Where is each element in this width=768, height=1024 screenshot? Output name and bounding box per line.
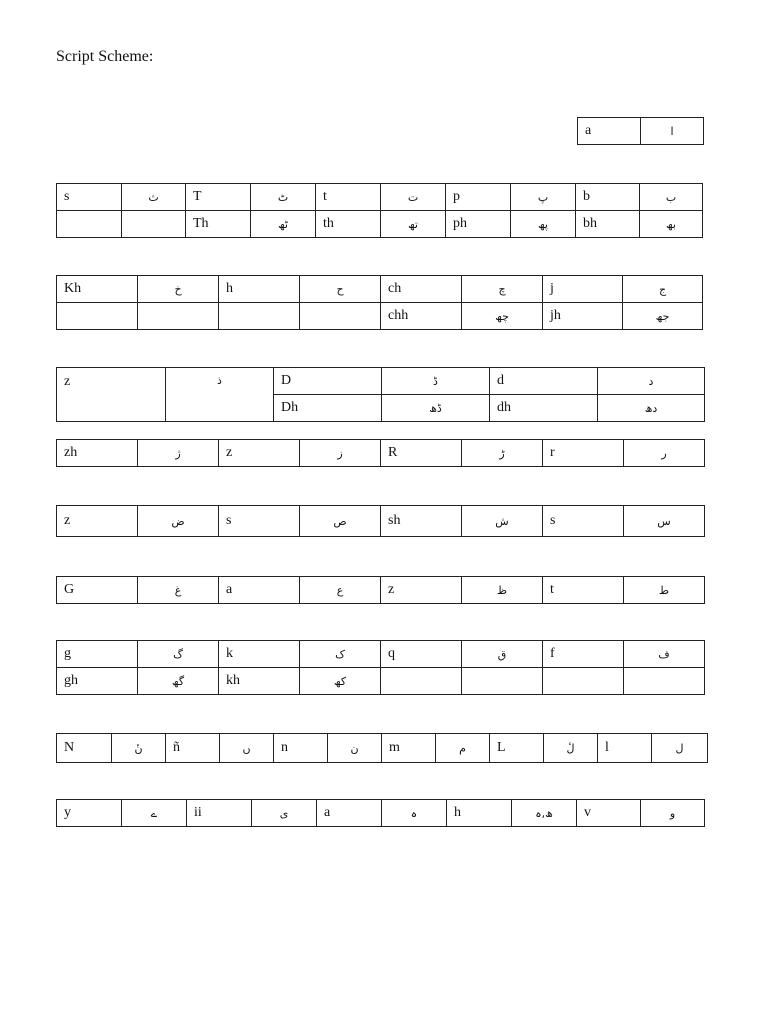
urdu-cell: ق bbox=[462, 641, 543, 668]
empty-cell bbox=[300, 303, 381, 330]
roman-cell: h bbox=[447, 800, 512, 827]
urdu-cell: تھ bbox=[381, 211, 446, 238]
roman-cell: k bbox=[219, 641, 300, 668]
urdu-cell: ذ bbox=[166, 368, 274, 422]
table-row bbox=[57, 276, 703, 303]
roman-cell: r bbox=[543, 440, 624, 467]
urdu-cell: ع bbox=[300, 577, 381, 604]
table-sibilants bbox=[56, 505, 705, 537]
urdu-cell: ہ bbox=[382, 800, 447, 827]
roman-cell: ii bbox=[187, 800, 252, 827]
roman-cell: N bbox=[57, 734, 112, 763]
urdu-cell: ج bbox=[623, 276, 703, 303]
roman-cell: Dh bbox=[274, 395, 382, 422]
urdu-cell: م bbox=[436, 734, 490, 763]
roman-cell: l bbox=[598, 734, 652, 763]
urdu-cell: ط bbox=[624, 577, 705, 604]
roman-cell: m bbox=[382, 734, 436, 763]
roman-cell: Kh bbox=[57, 276, 138, 303]
roman-cell: a bbox=[219, 577, 300, 604]
urdu-cell: ش bbox=[462, 506, 543, 537]
roman-cell: chh bbox=[381, 303, 462, 330]
empty-cell bbox=[219, 303, 300, 330]
roman-cell: zh bbox=[57, 440, 138, 467]
urdu-cell: ر bbox=[624, 440, 705, 467]
roman-cell: y bbox=[57, 800, 122, 827]
table-stops-labial-dental bbox=[56, 183, 703, 238]
urdu-cell: ژ bbox=[138, 440, 219, 467]
urdu-cell: خ bbox=[138, 276, 219, 303]
urdu-cell: ڑ bbox=[462, 440, 543, 467]
urdu-cell: ظ bbox=[462, 577, 543, 604]
empty-cell bbox=[122, 211, 186, 238]
urdu-cell: ھ,ہ bbox=[512, 800, 577, 827]
table-ghain-ain bbox=[56, 576, 705, 604]
table-row bbox=[57, 440, 705, 467]
urdu-cell: ا bbox=[641, 118, 704, 145]
roman-cell: sh bbox=[381, 506, 462, 537]
roman-cell: ñ bbox=[166, 734, 220, 763]
urdu-cell: ے bbox=[122, 800, 187, 827]
roman-cell: t bbox=[316, 184, 381, 211]
table-row bbox=[57, 577, 705, 604]
roman-cell: Th bbox=[186, 211, 251, 238]
urdu-cell: ت bbox=[381, 184, 446, 211]
urdu-cell: ی bbox=[252, 800, 317, 827]
empty-cell bbox=[57, 211, 122, 238]
roman-cell: d bbox=[490, 368, 598, 395]
roman-cell: D bbox=[274, 368, 382, 395]
roman-cell: jh bbox=[543, 303, 623, 330]
urdu-cell: غ bbox=[138, 577, 219, 604]
roman-cell: n bbox=[274, 734, 328, 763]
roman-cell: G bbox=[57, 577, 138, 604]
roman-cell: j bbox=[543, 276, 623, 303]
page-title: Script Scheme: bbox=[56, 48, 154, 65]
empty-cell bbox=[138, 303, 219, 330]
urdu-cell: بھ bbox=[640, 211, 703, 238]
urdu-cell: گ bbox=[138, 641, 219, 668]
urdu-cell: ن bbox=[328, 734, 382, 763]
urdu-cell: د bbox=[598, 368, 705, 395]
roman-cell: th bbox=[316, 211, 381, 238]
table-dental-dal bbox=[56, 367, 705, 422]
urdu-cell: ف bbox=[624, 641, 705, 668]
roman-cell: R bbox=[381, 440, 462, 467]
roman-cell: a bbox=[317, 800, 382, 827]
urdu-cell: نٔ bbox=[112, 734, 166, 763]
table-row bbox=[57, 734, 708, 763]
urdu-cell: لٔ bbox=[544, 734, 598, 763]
urdu-cell: ح bbox=[300, 276, 381, 303]
roman-cell: dh bbox=[490, 395, 598, 422]
roman-cell: z bbox=[219, 440, 300, 467]
empty-cell bbox=[624, 668, 705, 695]
roman-cell: s bbox=[57, 184, 122, 211]
table-stops-palatal bbox=[56, 275, 703, 330]
urdu-cell: ل bbox=[652, 734, 708, 763]
urdu-cell: و bbox=[641, 800, 705, 827]
roman-cell: g bbox=[57, 641, 138, 668]
table-alif bbox=[577, 117, 704, 145]
table-row bbox=[57, 184, 703, 211]
table-row bbox=[57, 303, 703, 330]
table-row bbox=[57, 800, 705, 827]
roman-cell: s bbox=[219, 506, 300, 537]
roman-cell: b bbox=[576, 184, 640, 211]
table-row bbox=[57, 211, 703, 238]
table-row bbox=[57, 506, 705, 537]
table-nasals-liquids bbox=[56, 733, 708, 763]
urdu-cell: گھ bbox=[138, 668, 219, 695]
urdu-cell: چھ bbox=[462, 303, 543, 330]
roman-cell: p bbox=[446, 184, 511, 211]
urdu-cell: پ bbox=[511, 184, 576, 211]
urdu-cell: ں bbox=[220, 734, 274, 763]
urdu-cell: ض bbox=[138, 506, 219, 537]
table-row bbox=[578, 118, 704, 145]
urdu-cell: س bbox=[624, 506, 705, 537]
roman-cell: L bbox=[490, 734, 544, 763]
urdu-cell: ز bbox=[300, 440, 381, 467]
urdu-cell: پھ bbox=[511, 211, 576, 238]
urdu-cell: کھ bbox=[300, 668, 381, 695]
roman-cell: z bbox=[57, 506, 138, 537]
empty-cell bbox=[543, 668, 624, 695]
roman-cell: v bbox=[577, 800, 641, 827]
empty-cell bbox=[381, 668, 462, 695]
roman-cell: ph bbox=[446, 211, 511, 238]
urdu-cell: جھ bbox=[623, 303, 703, 330]
roman-cell: kh bbox=[219, 668, 300, 695]
urdu-cell: ٹھ bbox=[251, 211, 316, 238]
urdu-cell: دھ bbox=[598, 395, 705, 422]
roman-cell: a bbox=[578, 118, 641, 145]
table-ze-re bbox=[56, 439, 705, 467]
roman-cell: T bbox=[186, 184, 251, 211]
urdu-cell: ص bbox=[300, 506, 381, 537]
empty-cell bbox=[57, 303, 138, 330]
table-vowels-glides bbox=[56, 799, 705, 827]
table-velars bbox=[56, 640, 705, 695]
table-row bbox=[57, 668, 705, 695]
table-row bbox=[57, 368, 705, 395]
roman-cell: ch bbox=[381, 276, 462, 303]
urdu-cell: ب bbox=[640, 184, 703, 211]
roman-cell: bh bbox=[576, 211, 640, 238]
roman-cell: s bbox=[543, 506, 624, 537]
empty-cell bbox=[462, 668, 543, 695]
roman-cell: gh bbox=[57, 668, 138, 695]
roman-cell: z bbox=[381, 577, 462, 604]
roman-cell: f bbox=[543, 641, 624, 668]
urdu-cell: چ bbox=[462, 276, 543, 303]
urdu-cell: ک bbox=[300, 641, 381, 668]
roman-cell: z bbox=[57, 368, 166, 422]
urdu-cell: ث bbox=[122, 184, 186, 211]
roman-cell: t bbox=[543, 577, 624, 604]
table-row bbox=[57, 641, 705, 668]
urdu-cell: ڈھ bbox=[382, 395, 490, 422]
roman-cell: h bbox=[219, 276, 300, 303]
urdu-cell: ٹ bbox=[251, 184, 316, 211]
urdu-cell: ڈ bbox=[382, 368, 490, 395]
roman-cell: q bbox=[381, 641, 462, 668]
